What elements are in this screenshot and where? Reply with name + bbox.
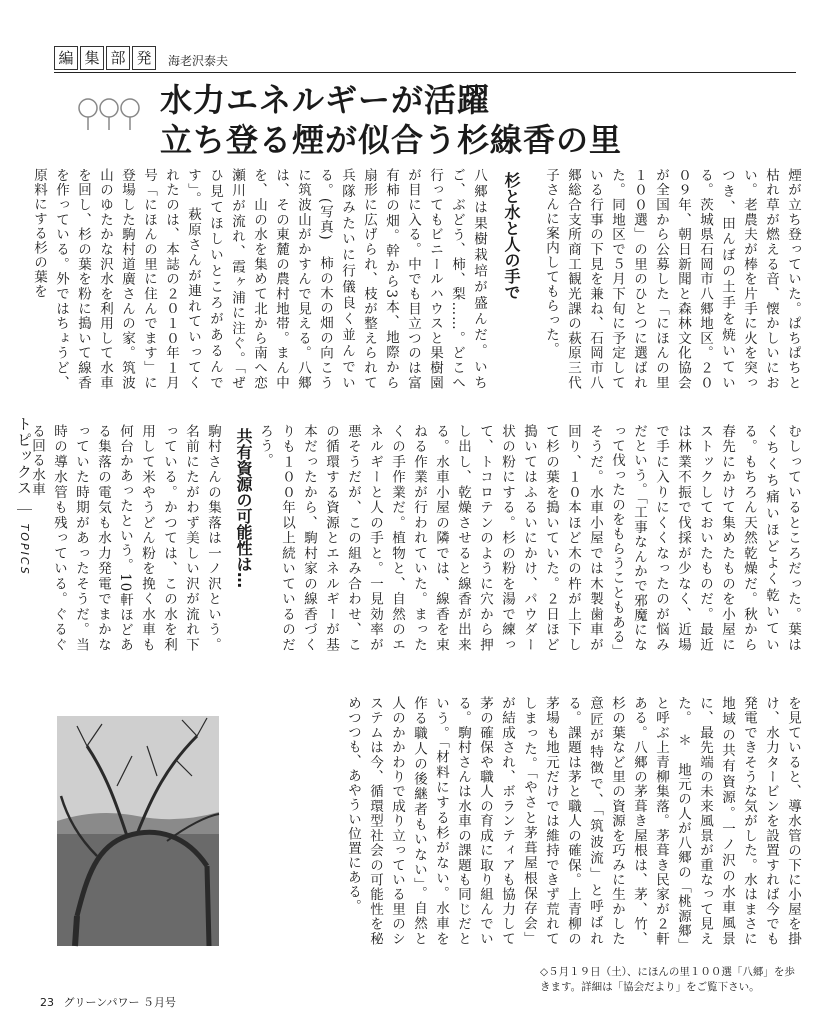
author-name: 海老沢泰夫	[168, 54, 229, 68]
section-tag	[54, 46, 156, 70]
article-column-top-right: 煙が立ち登っていた。ぱちぱちと枯れ草が燃える音、懐かしいにおい。老農夫が棒を片手に火を突っつき、田んぼの土手を焼いている。茨城県石岡市八郷地区。２００９年、朝日新聞と森林文化協会が全国から公募した「にほんの里１００選」の里のひとつに選ばれた。同地区で５月下旬に予定している行事の下見を兼ね、石岡市八郷総合支所商工観光課の萩原三代子さんに案内してもらった。	[543, 168, 801, 390]
magazine-title: グリーンパワー ５月号	[63, 996, 177, 1009]
tree-logo-icon	[76, 96, 142, 132]
headline-line1: 水力エネルギーが活躍	[160, 81, 491, 119]
section-char: 部	[106, 46, 130, 70]
article-column-middle-right: むしっているところだった。葉はくちくち痛いほどよく乾いている。もちろん天然乾燥だ。秋から春先にかけて集めたものを小屋にストックしておいたものだ。最近は林業不振で伐採が少なく、近場で手に入りにくくなったのが悩みだという。「工事なんかで邪魔になって伐ったのをもらうこともある」そうだ。水車小屋では木製歯車が回り、１０本ほど木の杵が上下して杉の葉を搗いていた。２日ほど搗いてはふるいにかけ、パウダー状の粉にする。杉の粉を湯で練って、トコロテンのように穴から押し出し、乾燥させると線香が出来る。水車小屋の隣では、線香を束ねる作業が行われていた。まったくの手作業だ。植物と、自然のエネルギーと人の手と。一見効率が悪そうだが、この組み合わせ、この循環する資源とエネルギーが基本だったから、駒村家の線香づくりも１００年以上続いているのだろう。	[257, 424, 801, 652]
topics-divider: ｜	[15, 501, 33, 524]
subhead-shared-resources: 共有資源の可能性は…	[234, 428, 253, 588]
article-column-top-left: 八郷は果樹栽培が盛んだ。いちご、ぶどう、柿、梨……。どこへ行ってもビニールハウスと果樹園が目に入る。中でも目立つのは富有柿の畑。幹から3本、地際から扇形に広げられ、枝が整えられて兵隊みたいに行儀良く並んでいる。(写真) 柿の木の畑の向こうに筑波山がかすんで見える。八郷は、その東麓の農村地帯。まん中を、山の水を集めて北から南へ恋瀬川が流れ、霞ヶ浦に注ぐ。「ぜひ見てほしいところがあるんです」。萩原さんが連れていってくれたのは、本誌の２０１０年１月号「にほんの里に住んでます」に登場した駒村道廣さんの家。筑波山のゆたかな沢水を利用して水車を回し、杉の葉を粉に搗いて線香を作っている。外ではちょうど、原料にする杉の葉を	[31, 168, 487, 390]
section-char: 発	[132, 46, 156, 70]
topics-label-en: TOPICS	[18, 523, 31, 576]
headline	[160, 80, 622, 160]
topics-sidebar	[14, 416, 35, 576]
page-number: 23	[40, 996, 54, 1009]
article-column-bottom: を見ていると、導水管の下に小屋を掛け、水力タービンを設置すれば今でも発電できそうな気がした。水はまさに地域の共有資源。一ノ沢の水車風景に、最先端の未来風景が重なって見えた。 ＊ 地元の人が八郷の「桃源郷」と呼ぶ上青柳集落。茅葺き民家が２軒ある。八郷の茅葺き屋根は、茅、竹、杉の葉など里の資源を巧みに生かした意匠が特徴で、「筑波流」と呼ばれる。課題は茅と職人の確保。上青柳の茅場も地元だけでは維持できず荒れてしまった。「やさと茅葺屋根保存会」が結成され、ボランティアも協力して茅の確保や職人の育成に取り組んでいる。駒村さんは水車の課題も同じだという。「材料にする杉がない。水車を作る職人の後継者もいない」。自然と人のかかわりで成り立っている里のシステムは今、循環型社会の可能性を秘めつつも、あやうい位置にある。	[345, 696, 801, 946]
subhead-sugi: 杉と水と人の手で	[502, 172, 521, 300]
topics-label: トピックス	[15, 416, 33, 496]
header-rule	[54, 72, 796, 73]
persimmon-orchard-photo	[57, 716, 219, 946]
article-column-middle-left: 駒村さんの集落は一ノ沢という。名前にたがわず美しい沢が流れ下っている。かつては、この水を利用して米やうどん粉を挽く水車も何台かあったという。10軒ほどある集落の電気も水力発電でまかなっていた時期があったそうだ。当時の導水管も残っている。ぐるぐる回る水車	[29, 424, 221, 652]
section-char: 集	[80, 46, 104, 70]
section-char: 編	[54, 46, 78, 70]
event-caption: ◇５月１９日（土）、にほんの里１００選「八郷」を歩きます。詳細は「協会だより」をご覧下さい。	[540, 966, 795, 993]
page-footer	[40, 994, 176, 1010]
headline-line2: 立ち登る煙が似合う杉線香の里	[160, 121, 623, 159]
